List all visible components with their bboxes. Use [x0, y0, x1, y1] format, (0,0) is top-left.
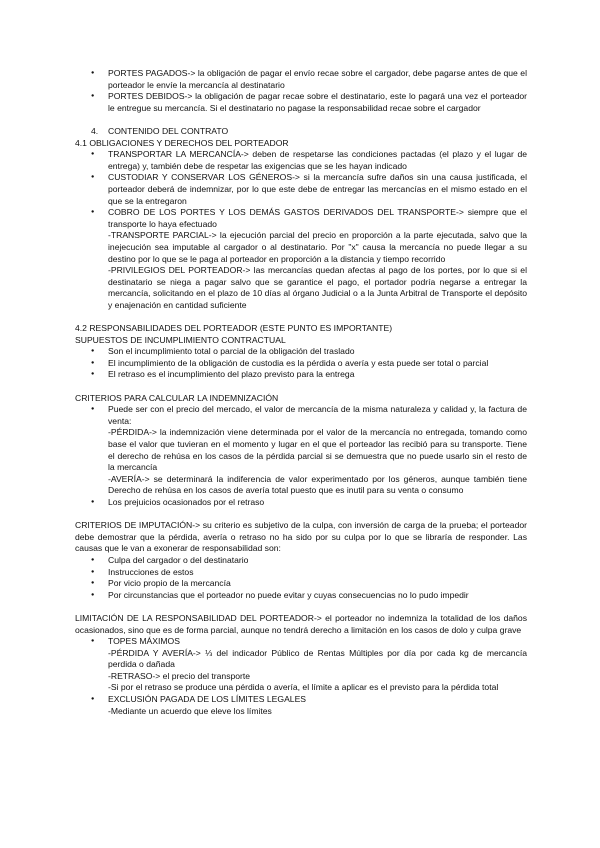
paragraph-privilegios: -PRIVILEGIOS DEL PORTEADOR-> las mercancías quedan afectas al pago de los portes, por lo que si el destinatario se niega a pagar salvo que se garantice el pago, el portador podría negarse a entregar la mercancía, solicitando en el plazo de 10 días al órgano Judicial o a la Junta Arbitral de Transporte el depósito y enajenación en cantidad suficiente [108, 265, 527, 310]
paragraph-limitacion: LIMITACIÓN DE LA RESPONSABILIDAD DEL PORTEADOR-> el porteador no indemniza la totalidad de los daños ocasionados, sino que es de forma parcial, aunque no tendrá derecho a limitación en los casos de dolo y culpa grave [75, 612, 527, 635]
bullet-cobro-portes: ● COBRO DE LOS PORTES Y LOS DEMÁS GASTOS DERIVADOS DEL TRANSPORTE-> siempre que el transporte lo haya efectuado [75, 207, 527, 230]
section-title: CONTENIDO DEL CONTRATO [108, 125, 229, 136]
section-4-heading [75, 126, 527, 138]
paragraph-averia: -AVERÍA-> se determinará la indiferencia de valor experimentado por los géneros, aunque también tiene Derecho de rehúsa en los casos de avería total puesto que es inutil para su venta o consumo [108, 473, 527, 496]
bullet-exclusion: ● EXCLUSIÓN PAGADA DE LOS LÍMITES LEGALES [75, 694, 527, 706]
section-number: 4. [91, 125, 99, 136]
document-body [75, 68, 527, 717]
line-retraso: -RETRASO-> el precio del transporte [108, 670, 251, 681]
line-acuerdo: -Mediante un acuerdo que eleve los límites [108, 705, 272, 716]
bullet-incumplimiento-1: ● Son el incumplimiento total o parcial de la obligación del traslado [75, 346, 527, 358]
line-perdida-averia: -PÉRDIDA Y AVERÍA-> ⅓ del indicador Público de Rentas Múltiples por día por cada kg de mercancía perdida o dañada [108, 647, 527, 670]
bullet-causa-1: ● Culpa del cargador o del destinatario [75, 555, 527, 567]
paragraph-transporte-parcial: -TRANSPORTE PARCIAL-> la ejecución parcial del precio en proporción a la parte ejecutada, salvo que la inejecución sea imputable al cargador o al destinatario. Por "x" causa la mercancía no puede llegar a su destino por lo que se le paga al porteador en proporción a la distancia y tiempo recorrido [108, 230, 527, 264]
section-4-1-heading: 4.1 OBLIGACIONES Y DERECHOS DEL PORTEADOR [75, 137, 289, 148]
bullet-transportar: ● TRANSPORTAR LA MERCANCÍA-> deben de respetarse las condiciones pactadas (el plazo y el lugar de entrega) y, también debe de respetar las exigencias que se les hayan indicado [75, 149, 527, 172]
bullet-portes-debidos: ● PORTES DEBIDOS-> la obligación de pagar recae sobre el destinatario, este lo pagará una vez el porteador le entregue su mercancía. Si el destinatario no pagase la responsabilidad recae sobre el cargador [75, 91, 527, 114]
section-4-2-heading: 4.2 RESPONSABILIDADES DEL PORTEADOR (ESTE PUNTO ES IMPORTANTE) [75, 323, 393, 334]
bullet-causa-2: ● Instrucciones de estos [75, 567, 527, 579]
bullet-incumplimiento-3: ● El retraso es el incumplimiento del plazo previsto para la entrega [75, 369, 527, 381]
line-retraso-perdida: -Si por el retraso se produce una pérdida o avería, el límite a aplicar es el previsto para la pérdida total [108, 682, 499, 693]
paragraph-perdida: -PÉRDIDA-> la indemnización viene determinada por el valor de la mercancía no entregada, tomando como base el valor que tuvieran en el momento y lugar en el que el porteador las recibió para su transporte. Tiene el derecho de rehúsa en los casos de la pérdida parcial si se demuestra que no puede usarlo sin el resto de la mercancía [108, 427, 527, 473]
bullet-incumplimiento-2: ● El incumplimiento de la obligación de custodia es la pérdida o avería y esta puede ser total o parcial [75, 358, 527, 370]
heading-indemnizacion: CRITERIOS PARA CALCULAR LA INDEMNIZACIÓN [75, 392, 279, 403]
bullet-portes-pagados: ● PORTES PAGADOS-> la obligación de pagar el envío recae sobre el cargador, debe pagarse antes de que el porteador le envíe la mercancía al destinatario [75, 68, 527, 91]
bullet-prejuicios: ● Los prejuicios ocasionados por el retraso [75, 497, 527, 509]
paragraph-imputacion: CRITERIOS DE IMPUTACIÓN-> su criterio es subjetivo de la culpa, con inversión de carga de la prueba; el porteador debe demostrar que la pérdida, avería o retraso no ha sido por su culpa por lo que se libraría de responder. Las causas que le van a exonerar de responsabilidad son: [75, 520, 527, 554]
bullet-topes-maximos: ● TOPES MÁXIMOS [75, 636, 527, 648]
bullet-causa-3: ● Por vicio propio de la mercancía [75, 578, 527, 590]
bullet-causa-4: ● Por circunstancias que el porteador no puede evitar y cuyas consecuencias no lo pudo impedir [75, 590, 527, 602]
subheading-incumplimiento: SUPUESTOS DE INCUMPLIMIENTO CONTRACTUAL [75, 334, 286, 345]
bullet-custodiar: ● CUSTODIAR Y CONSERVAR LOS GÉNEROS-> si la mercancía sufre daños sin una causa justificada, el porteador deberá de indemnizar, por lo que este debe de entregar las mercancías en el mismo estado en el que se la entregaron [75, 172, 527, 207]
bullet-precio-mercado: ● Puede ser con el precio del mercado, el valor de mercancía de la misma naturaleza y calidad y, la factura de venta: [75, 404, 527, 427]
